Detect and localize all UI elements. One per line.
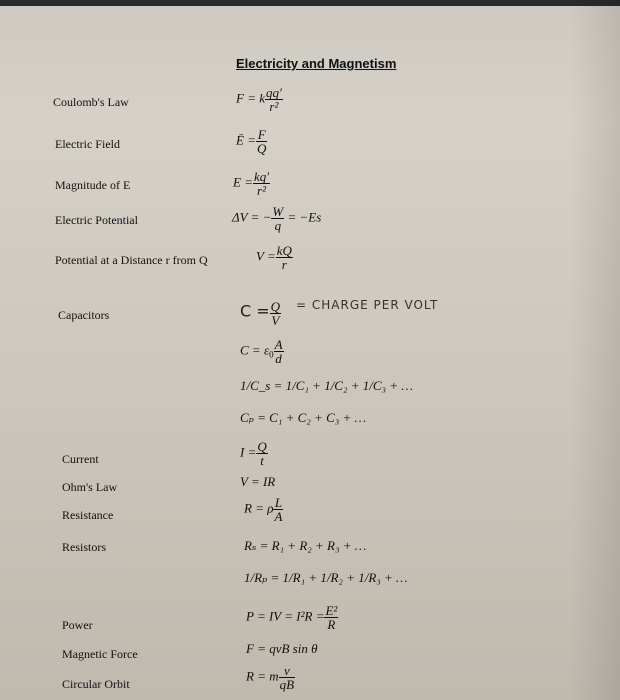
label-resistors: Resistors (62, 540, 107, 554)
label-electric-potential: Electric Potential (55, 213, 138, 227)
label-magnetic-force: Magnetic Force (62, 647, 138, 661)
formula-electric-potential: ΔV = − $\frac{W}{q}$ = −Es (232, 204, 322, 233)
formula-capacitor-plates: $C = \varepsilon_0$ $\frac{A}{d}$ (240, 337, 283, 366)
label-current: Current (62, 452, 99, 466)
label-coulombs-law: Coulomb's Law (53, 95, 129, 109)
label-magnitude-of-e: Magnitude of E (55, 178, 131, 192)
formula-ohms-law: V = IR (240, 474, 276, 489)
formula-electric-field: Ē = $\frac{F}{Q}$ (236, 127, 267, 156)
label-potential-distance: Potential at a Distance r from Q (55, 253, 208, 267)
handwritten-note: = CHARGE PER VOLT (296, 298, 439, 312)
formula-capacitance: C = $\frac{Q}{V}$ (240, 299, 281, 328)
page-title: Electricity and Magnetism (236, 56, 397, 71)
formula-power: P = IV = I²R = $\frac{\text{E²}}{R}$ (246, 603, 338, 632)
label-electric-field: Electric Field (55, 137, 120, 151)
formula-resistance: R = ρ $\frac{L}{A}$ (244, 495, 283, 524)
label-power: Power (62, 618, 93, 632)
formula-capacitors-parallel: Cₚ = C₁ + C₂ + C₃ + … (240, 410, 367, 425)
label-resistance: Resistance (62, 508, 114, 522)
label-circular-orbit: Circular Orbit (62, 677, 130, 691)
formula-capacitors-series: 1/C_s = 1/C₁ + 1/C₂ + 1/C₃ + … (240, 378, 413, 393)
formula-circular-orbit: R = m $\frac{v}{qB}$ (246, 663, 295, 692)
label-ohms-law: Ohm's Law (62, 480, 118, 494)
formula-resistors-series: Rₛ = R₁ + R₂ + R₃ + … (244, 538, 367, 553)
label-capacitors: Capacitors (58, 308, 110, 322)
formula-resistors-parallel: 1/Rₚ = 1/R₁ + 1/R₂ + 1/R₃ + … (244, 570, 408, 585)
formula-potential-distance: V = $\frac{kQ}{r}$ (256, 243, 292, 272)
formula-current: I = $\frac{Q}{t}$ (240, 439, 267, 468)
formula-magnetic-force: F = qvB sin θ (246, 641, 318, 656)
formula-coulomb: F = k $\frac{qq'}{\text{r²}}$ (236, 85, 282, 114)
formula-magnitude-e: E = $\frac{kq'}{\text{r²}}$ (233, 169, 270, 198)
